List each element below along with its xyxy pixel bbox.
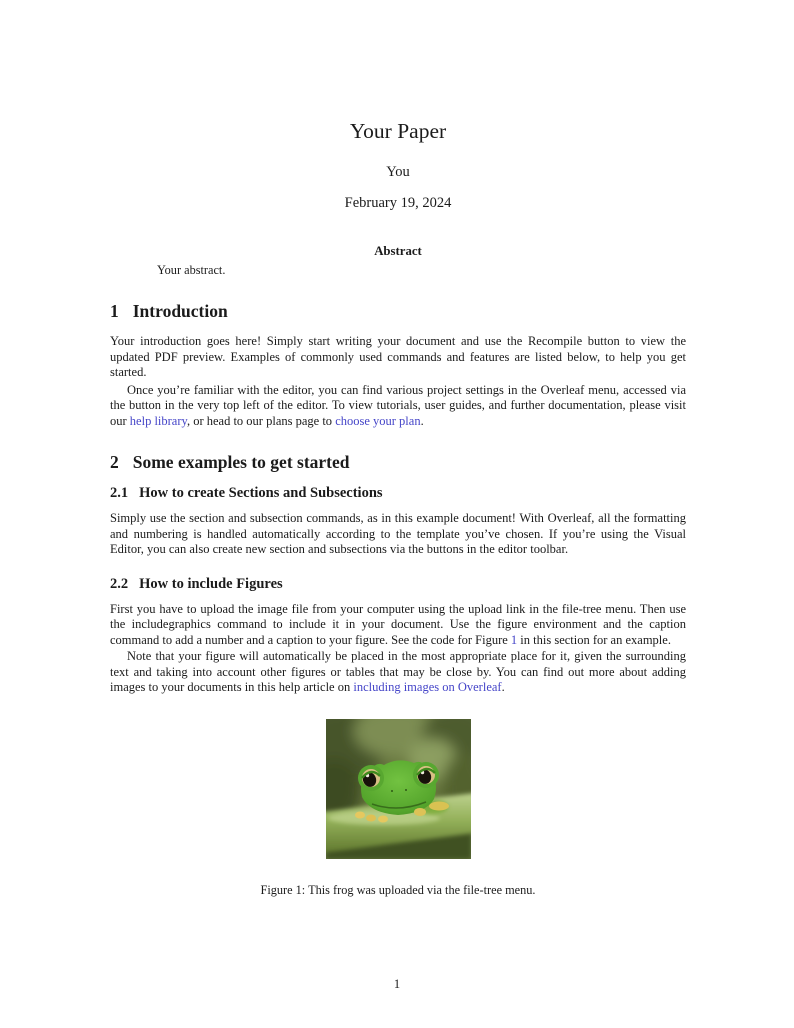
paper-content: [110, 120, 686, 897]
subsection-2-2-heading: [110, 576, 686, 592]
intro-paragraph-2: [110, 383, 686, 430]
section-2-heading: [110, 453, 686, 472]
text-segment: Once you’re familiar with the editor, you can find various project settings in the Overleaf menu, accessed via the button in the very top left of the editor. To view tutorials, user guides, and further documentation, please visit our: [110, 382, 686, 428]
figure-caption: Figure 1: This frog was uploaded via the file-tree menu.: [260, 882, 536, 897]
figure-1: [110, 719, 686, 897]
paper-author: You: [386, 164, 410, 180]
including-images-link[interactable]: including images on Overleaf: [353, 680, 502, 694]
paper-title: Your Paper: [349, 119, 447, 143]
subsection-2-1-number: 2.1: [110, 485, 129, 501]
section-1-title: Introduction: [132, 301, 228, 321]
figure-1-reference-link[interactable]: 1: [510, 632, 518, 647]
section-2-title: Some examples to get started: [132, 452, 350, 472]
subsection-2-2-title: How to include Figures: [139, 575, 283, 592]
section-1-number: 1: [110, 301, 119, 321]
subsections-paragraph: Simply use the section and subsection commands, as in this example document! With Overleaf, all the formatting and numbering is handled automatically according to the template you’ve chosen. If you’re using the Visual Editor, you can also create new section and subsections via the buttons in the editor toolbar.: [110, 511, 686, 556]
page-number: 1: [393, 977, 401, 991]
intro-paragraph-1: Your introduction goes here! Simply start writing your document and use the Recompile button to view the updated PDF preview. Examples of commonly used commands and features are listed below, to help you get started.: [110, 334, 686, 379]
text-segment: in this section for an example.: [517, 632, 671, 647]
abstract-heading: Abstract: [374, 244, 422, 258]
figures-paragraph-1: [110, 602, 686, 649]
text-segment: , or head to our plans page to: [186, 413, 336, 428]
text-segment: First you have to upload the image file from your computer using the upload link in the file-tree menu. Then use the includegraphics command to include it in your document. Use the figure environment and the caption command to add a number and a caption to your figure. See the code for Figure: [110, 601, 686, 647]
frog-photo: [326, 719, 471, 859]
subsection-2-1-title: How to create Sections and Subsections: [139, 485, 383, 501]
paper-date: February 19, 2024: [344, 195, 452, 211]
choose-your-plan-link[interactable]: choose your plan: [335, 413, 421, 428]
section-2-number: 2: [110, 452, 119, 472]
figures-paragraph-2: [110, 649, 686, 696]
subsection-2-1-heading: [110, 485, 686, 501]
section-1-heading: [110, 302, 686, 321]
subsection-2-2-number: 2.2: [110, 575, 129, 592]
text-segment: Note that your figure will automatically be placed in the most appropriate place for it, given the surrounding text and taking into account other figures or tables that may be close by. You can find out more about adding images to your documents in this help article on: [110, 649, 686, 694]
text-segment: .: [501, 680, 505, 694]
abstract-text: Your abstract.: [157, 263, 226, 277]
frog-image-graphic: [326, 719, 471, 859]
text-segment: .: [420, 413, 424, 428]
help-library-link[interactable]: help library: [129, 413, 187, 428]
